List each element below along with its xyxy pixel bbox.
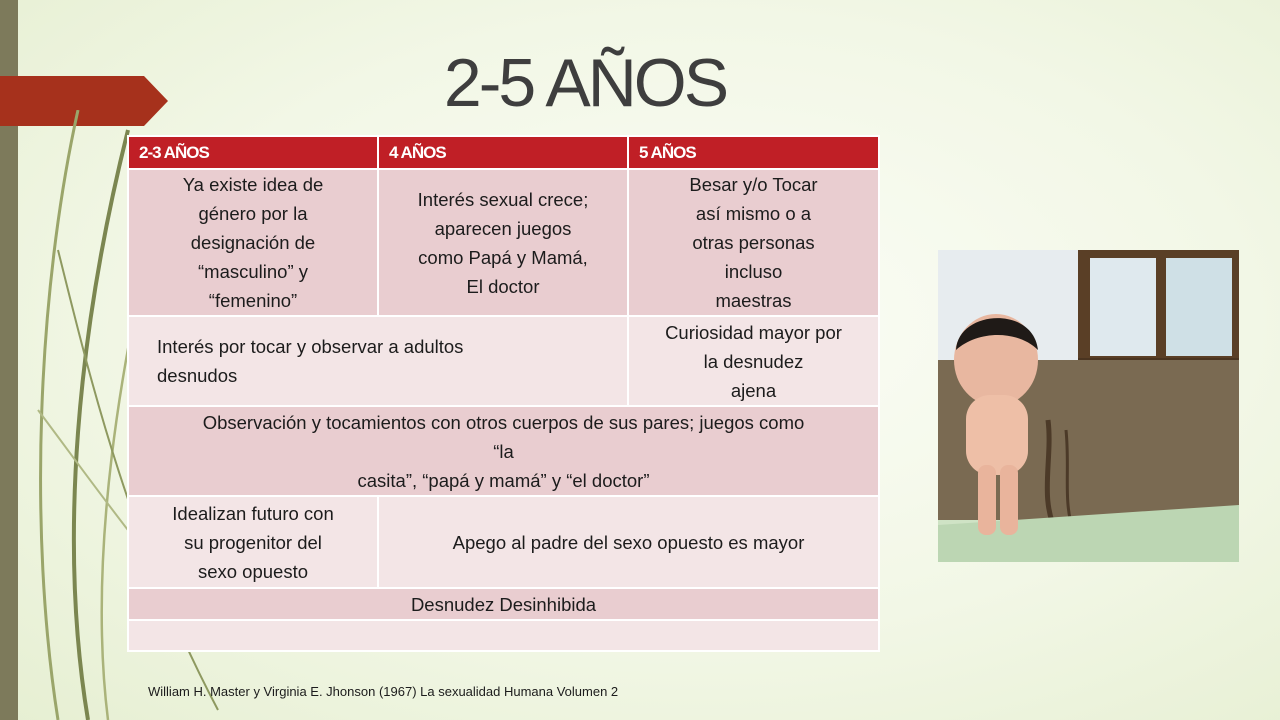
cell-genero: Ya existe idea de género por la designación de “masculino” y “femenino”: [128, 169, 378, 316]
cell-besar-tocar: Besar y/o Tocar así mismo o a otras personas incluso maestras: [628, 169, 879, 316]
age-stages-table: [127, 135, 880, 652]
table-row: [128, 588, 879, 620]
cell-empty: [128, 620, 879, 651]
table-row: [128, 316, 879, 406]
header-4-anos: 4 AÑOS: [378, 136, 628, 169]
header-2-3-anos: 2-3 AÑOS: [128, 136, 378, 169]
cell-interes-adultos: Interés por tocar y observar a adultos desnudos: [128, 316, 628, 406]
table-row: [128, 496, 879, 588]
cell-desnudez: Desnudez Desinhibida: [128, 588, 879, 620]
table-row: [128, 406, 879, 496]
table-header-row: [128, 136, 879, 169]
child-photo: [938, 250, 1239, 562]
cell-interes-sexual: Interés sexual crece; aparecen juegos como Papá y Mamá, El doctor: [378, 169, 628, 316]
table-row-empty: [128, 620, 879, 651]
table-row: [128, 169, 879, 316]
cell-observacion: Observación y tocamientos con otros cuerpos de sus pares; juegos como “la casita”, “papá y mamá” y “el doctor”: [128, 406, 879, 496]
cell-curiosidad: Curiosidad mayor por la desnudez ajena: [628, 316, 879, 406]
citation-text: William H. Master y Virginia E. Jhonson (1967) La sexualidad Humana Volumen 2: [148, 684, 619, 699]
cell-apego: Apego al padre del sexo opuesto es mayor: [378, 496, 879, 588]
slide-title: 2-5 AÑOS: [443, 45, 727, 121]
cell-idealizan: Idealizan futuro con su progenitor del sexo opuesto: [128, 496, 378, 588]
header-5-anos: 5 AÑOS: [628, 136, 879, 169]
